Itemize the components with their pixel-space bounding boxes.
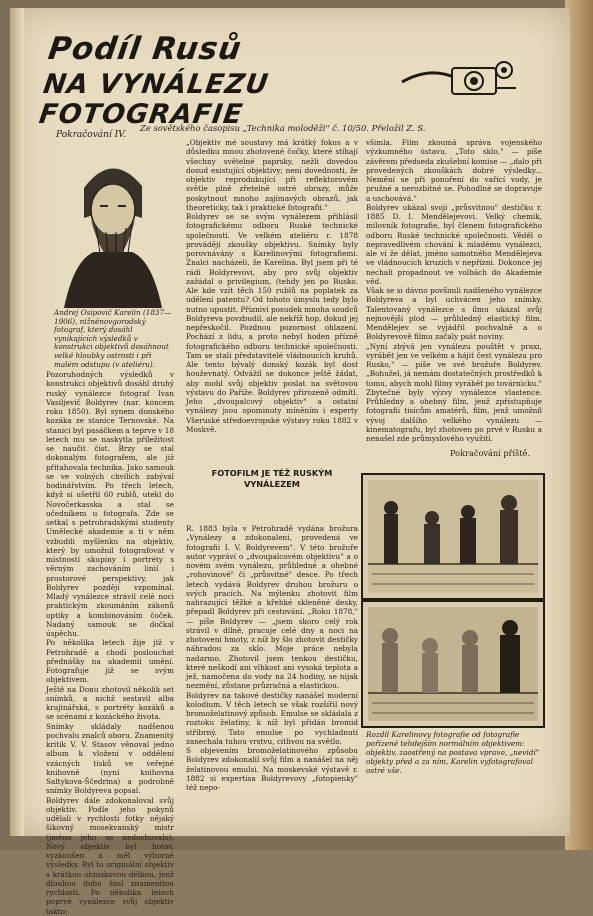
article-column-2 xyxy=(186,138,358,456)
column-1-paragraph: Pozoruhodných výsledků v konstrukci objektivů dosáhl druhý ruský vynálezce fotograf Ivan Vasiljevič Boldyrev (nar. koncem roku 1850). Byl synem donského kozáka ze stanice Ternovské. Na stanici byl pasáčkem a teprve v 18 letech mu se naskytla příležitost se naučit číst. Brzy se stal dokonalým fotografem, ale již přitahovala technika. Jako samouk se ve volných chvílích zabýval hodinářstvím. Po třech letech, když si ušetřil 60 rublů, utekl do Novočerkasska a stal se učedníkem u fotografa. Zde se setkal s petrohradskými studenty Umělecké akademie a ti v něm vzbudili myšlenku na objektiv, který by umožnil fotografovat v místnosti skupiny i portréty s věrným zachováním linií i prostorové perspektivy, jak Boldyrev později vzpomínal. Mladý vynálezce strávil celé noci praktickým zkoumáním zákonů optiky a kombinováním čoček. Nadaný samouk se dočkal úspěchu. xyxy=(46,370,174,638)
column-1-paragraph: Ještě na Donu zhotovil několik set snímků, a nichž sestavil alba krajinářská, s portréty kozáků a se scénami z kozáckého života. xyxy=(46,684,174,722)
title-line-1: Podíl Rusů xyxy=(45,31,245,67)
column-2-lower-paragraph: R. 1883 byla v Petrohradě vydána brožura „Vynálezy a zdokonalení, provedená ve fotografii I. V. Boldyrevem". V této brožuře autor vypráví o „dvoupalcovém objektivu" a o novém svém vynálezu, průhledné a ohebné „rohovinové" či „průsvitné" desce. Po třech letech vydává Boldyrev druhou brožuru o svých pracích. Na mýlenku zhotovit film nahrazující těžké a křehké skleněné desky, přepadl Boldyrev při cestování. „Roku 1878," — píše Boldyrev — „jsem skoro celý rok strávil v dílně, pracuje celé dny a noci na zhotovení hmoty, z níž by šlo zhotovit destičky náhradou za sklo. Moje práce nebyla nadarmo. Zhotovil jsem tenkou destičku, které neškodí ani vlhkost ani vysoká teplota a jež, namočena do vody na 24 hodiny, se nijak nezmění, zůstane průzračná a elastickou. xyxy=(186,524,358,691)
column-1-paragraph: Snímky skládaly nadšenou pochvalu znalců oboru. Znamenitý kritik V. V. Stasov věnoval jedno album k vložení v oddělení vzácných tisků ve veřejné knihovně (nyní knihovna Saltykova-Ščedrina) a podrobně snímky Boldyreva popsal. xyxy=(46,721,174,796)
column-3-paragraph: všimla. Film zkoumá správa vojenského výzkumného ústavu. „Toto sklo," — píše závěrem předseda zkušební komise — „dalo při provedených zkouškách dobré výsledky... Nemění se při ponoření do vařící vody, je pružné a nerozbitné se. Pohodlné se dopravuje a uschovává." xyxy=(366,138,542,203)
column-1-paragraph: Po několika letech žije již v Petrohradě a chodí poslouchat přednášky na akademii umění. Fotografuje již se svým objektivem. xyxy=(46,638,174,685)
normal-lens-comparison-photo xyxy=(362,601,544,727)
article-title xyxy=(37,32,431,130)
column-2-paragraph: Boldyrev se se svým vynálezem přihlásil fotografickému odboru Ruské technické společnosti. Ve velkém ateliéru r. 1878 provádějí zkoušky objektivu. Snímky byly porovnávány s Karelinovými fotografiemi. Znalci nacházeli, že Karelina. Byl jsem při té rádi Boldyrevovi, aby pro svůj objektiv zažádal o privilegium, (tehdy jen po Rusko. Ale kde vzít těch 150 rublů na poplatek za udělení patentu? Od tohoto úmyslu tedy bylo nutno upustit. Přízniví posudek mnoha soudců Boldyreva povzbudil, ale nekříž hop, dokud jej nepřeskočil. Pozdnou pozornost ohlazení. Pochází z lidu, a proto nebyl hoden přízně fotografického odboru technické společnosti. Tam se stali představitelé vládnoucích kruhů. Ale tento bývalý donský kozák byl dost houževnatý. Odvážil se dokonce ještě žádat, aby mohl svůj objektiv poslat na světovou výstavu do Paříže. Boldyrev přirozeně odmítl. Jeho „dvoupalcový objektiv" a ostatní vynálezy jsou opominuty míněním i experty Všeruské středoevropské výstavy roku 1882 v Moskvě. xyxy=(186,212,358,434)
column-2-paragraph: „Objektiv mé soustavy má krátký fokus a v důsledku mnou zhotovené čočky, které stíhají všechny světelné paprsky, nežli dovedou dosud existující objektivy; není dovednosti, že objektiv reprodukující při reflektorovém světle plně zřetelně ostré obrazy, může poskytnout mnoho zajímavých obrazů, jak theoreticky, tak i praktické fotografii." xyxy=(186,138,358,212)
page-spine-shadow xyxy=(10,8,24,836)
continuation-next: Pokračování příště. xyxy=(450,448,531,458)
camera-illustration xyxy=(400,58,518,100)
photo-caption: Rozdíl Karelinovy fotografie od fotografie pořízené tehdejším normálním objektivem: objektiv, zaostřený na postava vpravo, „nevidí" objekty před a za ním, Karelin vyfotografoval ostré vše. xyxy=(366,730,540,775)
karelin-portrait xyxy=(54,148,172,308)
column-3-paragraph: Boldyrev ukázal svoji „průsvitnou" destičku r. 1885 D. I. Mendělejevovi. Velký chemik, milovník fotografie, byl členem fotografického odboru Ruské technické společnosti. Věděl o nepravedlivém chování k mladému vynálezci, ale ví že dělat, jméno samotného Mendělejeva ve vládnoucích kruzích v nepřízni. Dokonce jej nechali propadnout ve volbách do Akademie věd. xyxy=(366,202,542,286)
column-3-paragraph: Však se si dávno povšimli nadšeného vynálezce Boldyreva a byl uchvácen jeho snímky. Talentovaný vynálezce s ílmu ukázal svůj nejnovější plod — průhledný elastický film. Mendělejev se vyjádřil pochvalně a o Boldyrevově filmu začaly psát noviny. xyxy=(366,286,542,342)
column-1-paragraph: Boldyrev dále zdokonaloval svůj objektiv. Podle jeho pokynů udělali v rychlosti fotky nějaký šikovný mosekvanský mistr (jméno jeho se nedochovalo). Nový objektiv byl hotov, vyzkoušen a měl výborné výsledky. Byl to originální objektiv s krátkou ohniskovou délkou, jenž dlouhou dobu žasl znamenitou rychlostí. Po několika letech poprvé vynálezce svůj objektiv takto: xyxy=(46,795,174,916)
column-3-paragraph: „Nyní zbývá jen vynálezu pouštět v praxi, vyrábět jen ve velkém a hájit čest vynálezu pro Rusko," — píše ve své brožuře Boldyrev. „Bohužel, já nemám dostatečných prostředků k tomu, abych mohl filmy vyrábět po továrnicku." xyxy=(366,341,542,388)
continuation-label: Pokračování IV. xyxy=(56,130,127,140)
section-subheading: FOTOFILM JE TÉŽ RUSKÝM VYNÁLEZEM xyxy=(211,468,333,489)
column-3-paragraph: Zbytečné byly výzvy vynálezce vlastence. Průhledný a ohebný film, jenž zpřístupňuje fotografii tisícům amatérů, film, jenž umožnil vývoj dalšího velkého vynálezu — kinematografu, byl zhotoven po prvé v Rusku a nenašel zde průmyslového využití. xyxy=(366,387,542,443)
article-column-3 xyxy=(366,138,542,444)
column-2-lower-paragraph: Boldyrev na takové destičky nanášel moderní kolodium. V těch letech se však rozšířil nový bromoželatinový způsob. Emulse se skládala z roztoku želatiny, k níž byl přidán bromid stříbrný. Tato emulse po vychladnutí zanechala tuhou vrstvu, citlivou na světlo. xyxy=(186,690,358,746)
article-column-1 xyxy=(46,370,174,916)
article-column-2-lower xyxy=(186,524,358,824)
source-line: Ze sovětského časopisu „Technika moloděži" č. 10/50. Přeložil Z. S. xyxy=(140,123,426,133)
karelin-comparison-photo xyxy=(362,474,544,599)
magazine-page xyxy=(10,8,570,916)
column-2-lower-paragraph: S objevením bromoželatinového způsobu Boldyrev zdokonalil svůj film a nanášel na něj želatinovou emulsi. Na moskevské výstavě r. 1882 si expertisa Boldyrevovy „fotopienky" též nepo- xyxy=(186,746,358,792)
title-line-2: NA VYNÁLEZU FOTOGRAFIE xyxy=(37,69,271,130)
portrait-caption: Andrej Osipovič Karelin (1837—1906), nižněnovgorodský fotograf, který dosáhl vynikajících výsledků v konstrukci objektivů dosáhnout velké hloubky ostrosti i při malém odstupu (v ateliéru). xyxy=(54,308,172,369)
